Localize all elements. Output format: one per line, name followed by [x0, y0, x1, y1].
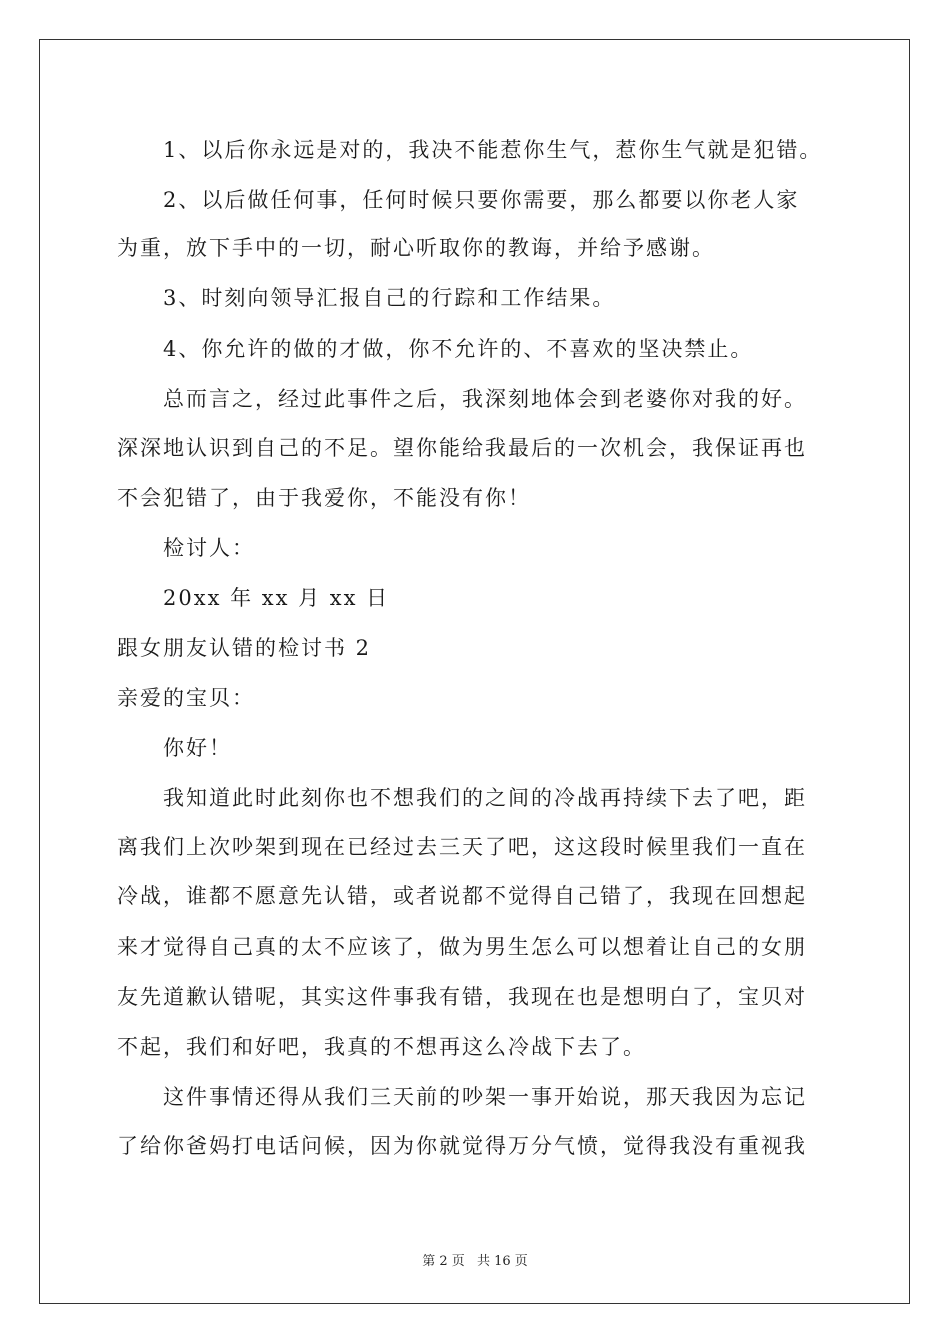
paragraph-line: 来才觉得自己真的太不应该了，做为男生怎么可以想着让自己的女朋 — [117, 935, 807, 959]
paragraph-line: 冷战，谁都不愿意先认错，或者说都不觉得自己错了，我现在回想起 — [117, 884, 807, 908]
page-total: 共 16 页 — [476, 1254, 528, 1269]
greeting: 你好！ — [163, 736, 232, 760]
paragraph-line: 我知道此时此刻你也不想我们的之间的冷战再持续下去了吧，距 — [163, 786, 807, 810]
paragraph-line: 了给你爸妈打电话问候，因为你就觉得万分气愤，觉得我没有重视我 — [117, 1134, 807, 1158]
paragraph-line: 这件事情还得从我们三天前的吵架一事开始说，那天我因为忘记 — [163, 1085, 807, 1109]
signature-label: 检讨人： — [163, 536, 255, 560]
section-title: 跟女朋友认错的检讨书 2 — [117, 636, 372, 660]
paragraph-line: 不会犯错了，由于我爱你，不能没有你！ — [117, 486, 531, 510]
page-number: 第 2 页 — [422, 1254, 465, 1269]
paragraph-line: 1、以后你永远是对的，我决不能惹你生气，惹你生气就是犯错。 — [163, 138, 823, 162]
page-border — [39, 39, 910, 1304]
paragraph-line: 总而言之，经过此事件之后，我深刻地体会到老婆你对我的好。 — [163, 387, 807, 411]
paragraph-line: 离我们上次吵架到现在已经过去三天了吧，这这段时候里我们一直在 — [117, 835, 807, 859]
paragraph-line: 深深地认识到自己的不足。望你能给我最后的一次机会，我保证再也 — [117, 436, 807, 460]
page-footer — [0, 1250, 950, 1269]
paragraph-line: 友先道歉认错呢，其实这件事我有错，我现在也是想明白了，宝贝对 — [117, 985, 807, 1009]
date-line: 20xx 年 xx 月 xx 日 — [163, 586, 390, 610]
paragraph-line: 为重，放下手中的一切，耐心听取你的教诲，并给予感谢。 — [117, 236, 715, 260]
paragraph-line: 不起，我们和好吧，我真的不想再这么冷战下去了。 — [117, 1035, 646, 1059]
salutation: 亲爱的宝贝： — [117, 686, 255, 710]
paragraph-line: 3、时刻向领导汇报自己的行踪和工作结果。 — [163, 286, 616, 310]
paragraph-line: 2、以后做任何事，任何时候只要你需要，那么都要以你老人家 — [163, 188, 800, 212]
paragraph-line: 4、你允许的做的才做，你不允许的、不喜欢的坚决禁止。 — [163, 337, 754, 361]
